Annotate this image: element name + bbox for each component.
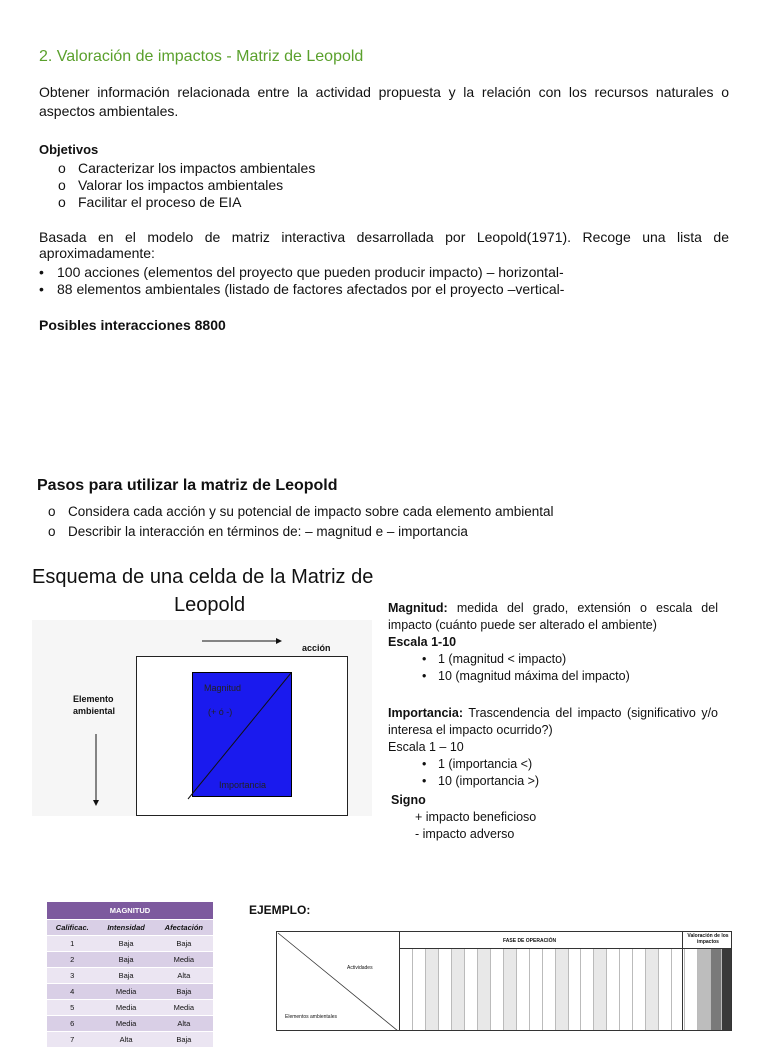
magnitud-definition: Magnitud: medida del grado, extensión o escala del impacto (cuánto puede ser alterado el ambiente) Escala 1-10 • 1 (magnitud < impacto) • 10 (magnitud máxima del impacto) [388, 600, 718, 685]
dot-bullet-icon: • [422, 668, 426, 685]
list-item: • 1 (importancia <) [422, 756, 718, 773]
fase-operacion-label: FASE DE OPERACIÓN [503, 938, 556, 944]
list-item: o Caracterizar los impactos ambientales [58, 160, 315, 177]
posibles-interacciones: Posibles interacciones 8800 [39, 317, 226, 333]
column-header: Afectación [155, 920, 213, 936]
list-item: • 10 (magnitud máxima del impacto) [422, 668, 718, 685]
list-item: o Valorar los impactos ambientales [58, 177, 315, 194]
actividades-label: Actividades [347, 965, 373, 971]
circle-bullet-icon: o [58, 160, 66, 177]
table-row: 4 Media Baja [47, 984, 213, 1000]
circle-bullet-icon: o [58, 177, 66, 194]
circle-bullet-icon: o [48, 502, 56, 522]
importancia-definition: Importancia: Trascendencia del impacto (significativo y/o interesa el impacto ocurrido?) Escala 1 – 10 • 1 (importancia <) • 10 (importancia >) [388, 705, 718, 790]
section-heading: 2. Valoración de impactos - Matriz de Leopold [39, 48, 363, 66]
table-row: 3 Baja Alta [47, 968, 213, 984]
cell-importancia-label: Importancia [219, 780, 266, 790]
column-header: Calificac. [47, 920, 98, 936]
column-header: Intensidad [98, 920, 155, 936]
intro-paragraph: Obtener información relacionada entre la actividad propuesta y la relación con los recursos naturales o aspectos ambientales. [39, 83, 729, 121]
ejemplo-label: EJEMPLO: [249, 903, 310, 917]
acciones-list [39, 264, 564, 298]
esquema-title: Esquema de una celda de la Matriz de Leopold [32, 563, 412, 619]
element-arrow-icon [89, 732, 103, 808]
table-row: 1 Baja Baja [47, 936, 213, 952]
list-item: o Describir la interacción en términos de: – magnitud e – importancia [48, 522, 554, 542]
dot-bullet-icon: • [422, 773, 426, 790]
cell-magnitud-label: Magnitud [204, 683, 241, 693]
magnitud-table-title: MAGNITUD [47, 902, 213, 920]
list-item: • 10 (importancia >) [422, 773, 718, 790]
table-row: 2 Baja Media [47, 952, 213, 968]
objetivos-list [58, 160, 315, 211]
table-row: 7 Alta Baja [47, 1032, 213, 1047]
signo-definition: Signo + impacto beneficioso - impacto adverso [391, 792, 721, 843]
basada-paragraph: Basada en el modelo de matriz interactiva desarrollada por Leopold(1971). Recoge una lista de aproximadamente: [39, 229, 729, 261]
accion-label: acción [302, 643, 331, 653]
dot-bullet-icon: • [39, 281, 44, 298]
table-row: 5 Media Media [47, 1000, 213, 1016]
valoracion-label: Valoración de los impactos [685, 933, 731, 945]
elemento-ambiental-label: Elemento ambiental [73, 693, 115, 717]
dot-bullet-icon: • [422, 651, 426, 668]
list-item: o Facilitar el proceso de EIA [58, 194, 315, 211]
circle-bullet-icon: o [58, 194, 66, 211]
example-matrix [276, 931, 732, 1031]
pasos-list [48, 502, 554, 542]
action-arrow-icon [200, 634, 285, 648]
objetivos-title: Objetivos [39, 142, 98, 157]
list-item: • 88 elementos ambientales (listado de factores afectados por el proyecto –vertical- [39, 281, 564, 298]
dot-bullet-icon: • [422, 756, 426, 773]
dot-bullet-icon: • [39, 264, 44, 281]
elementos-ambientales-label: Elementos ambientales [285, 1014, 337, 1020]
list-item: • 1 (magnitud < impacto) [422, 651, 718, 668]
list-item: • 100 acciones (elementos del proyecto que pueden producir impacto) – horizontal- [39, 264, 564, 281]
pasos-title: Pasos para utilizar la matriz de Leopold [37, 477, 338, 495]
list-item: o Considera cada acción y su potencial de impacto sobre cada elemento ambiental [48, 502, 554, 522]
circle-bullet-icon: o [48, 522, 56, 542]
table-row: 6 Media Alta [47, 1016, 213, 1032]
magnitud-table [47, 902, 213, 1047]
cell-sign-label: (+ ó -) [208, 707, 232, 717]
